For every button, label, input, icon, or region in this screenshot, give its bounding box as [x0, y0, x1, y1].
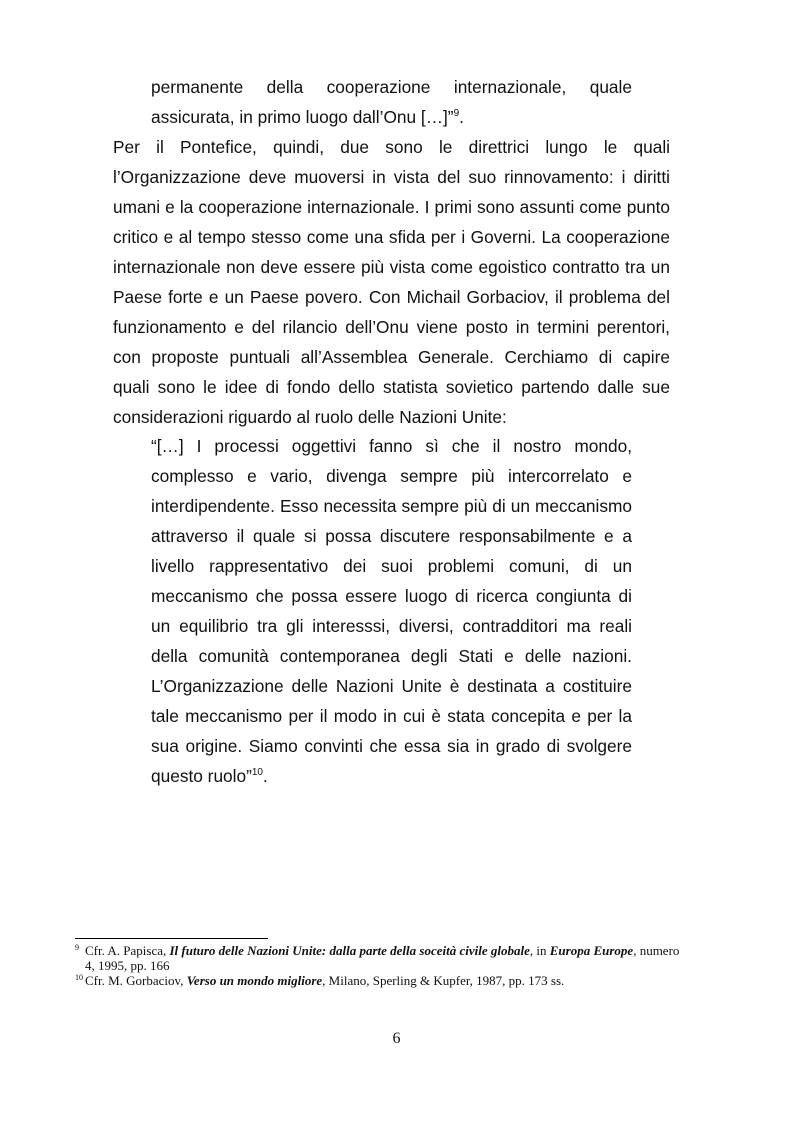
quote-line: un equilibrio tra gli interesssi, diversi, contradditori ma reali [151, 616, 632, 636]
footnote-ref-10[interactable]: 10 [251, 767, 263, 778]
quote-line: sua origine. Siamo convinti che essa sia in grado di svolgere [151, 736, 632, 756]
quote-line: L’Organizzazione delle Nazioni Unite è destinata a costituire [151, 676, 632, 696]
footnote-9: 9 Cfr. A. Papisca, Il futuro delle Nazioni Unite: dalla parte della soceità civile globale, in Europa Europe, numero 4, 1995, pp. 166 [75, 943, 680, 973]
paragraph-line-last: considerazioni riguardo al ruolo delle Nazioni Unite: [113, 407, 507, 427]
paragraph-line: internazionale non deve essere più vista come egoistico contratto tra un [113, 257, 670, 277]
block-quote [151, 431, 632, 791]
footnote-journal: Europa Europe [549, 943, 634, 958]
quote-line: permanente della cooperazione internazionale, quale [151, 77, 632, 97]
page-number: 6 [392, 1030, 401, 1047]
body-paragraph [113, 132, 670, 432]
block-quote-continuation [151, 72, 632, 132]
footnote-number: 9 [75, 943, 79, 952]
paragraph-line: l’Organizzazione deve muoversi in vista del suo rinnovamento: i diritti [113, 167, 670, 187]
footnote-10: 10 Cfr. M. Gorbaciov, Verso un mondo migliore, Milano, Sperling & Kupfer, 1987, pp. 173 ss. [75, 973, 565, 988]
paragraph-line: funzionamento e del rilancio dell’Onu viene posto in termini perentori, [113, 317, 670, 337]
footnote-ref-9[interactable]: 9 [453, 108, 460, 119]
quote-line: complesso e vario, divenga sempre più intercorrelato e [151, 466, 632, 486]
quote-line-last: questo ruolo”$^{10}$. [151, 766, 268, 786]
footnote-title: Verso un mondo migliore [186, 973, 323, 988]
quote-line: della comunità contemporanea degli Stati e delle nazioni. [151, 646, 632, 666]
footnote-number: 10 [75, 973, 83, 982]
quote-line-last: assicurata, in primo luogo dall’Onu […]”$^9$. [151, 107, 464, 127]
footnote-separator [75, 938, 268, 939]
paragraph-line: umani e la cooperazione internazionale. I primi sono assunti come punto [113, 197, 670, 217]
quote-line: attraverso il quale si possa discutere responsabilmente e a [151, 526, 632, 546]
paragraph-line: Paese forte e un Paese povero. Con Michail Gorbaciov, il problema del [113, 287, 670, 307]
quote-line: “[…] I processi oggettivi fanno sì che il nostro mondo, [151, 436, 632, 456]
quote-line: meccanismo che possa essere luogo di ricerca congiunta di [151, 586, 632, 606]
paragraph-line: quali sono le idee di fondo dello statista sovietico partendo dalle sue [113, 377, 670, 397]
footnote-title: Il futuro delle Nazioni Unite: dalla parte della soceità civile globale [169, 943, 530, 958]
paragraph-line: Per il Pontefice, quindi, due sono le direttrici lungo le quali [113, 137, 670, 157]
footnotes [75, 943, 705, 988]
paragraph-line: con proposte puntuali all’Assemblea Generale. Cerchiamo di capire [113, 347, 670, 367]
quote-line: livello rappresentativo dei suoi problemi comuni, di un [151, 556, 632, 576]
quote-line: tale meccanismo per il modo in cui è stata concepita e per la [151, 706, 632, 726]
paragraph-line: critico e al tempo stesso come una sfida per i Governi. La cooperazione [113, 227, 670, 247]
quote-line: interdipendente. Esso necessita sempre più di un meccanismo [151, 496, 632, 516]
